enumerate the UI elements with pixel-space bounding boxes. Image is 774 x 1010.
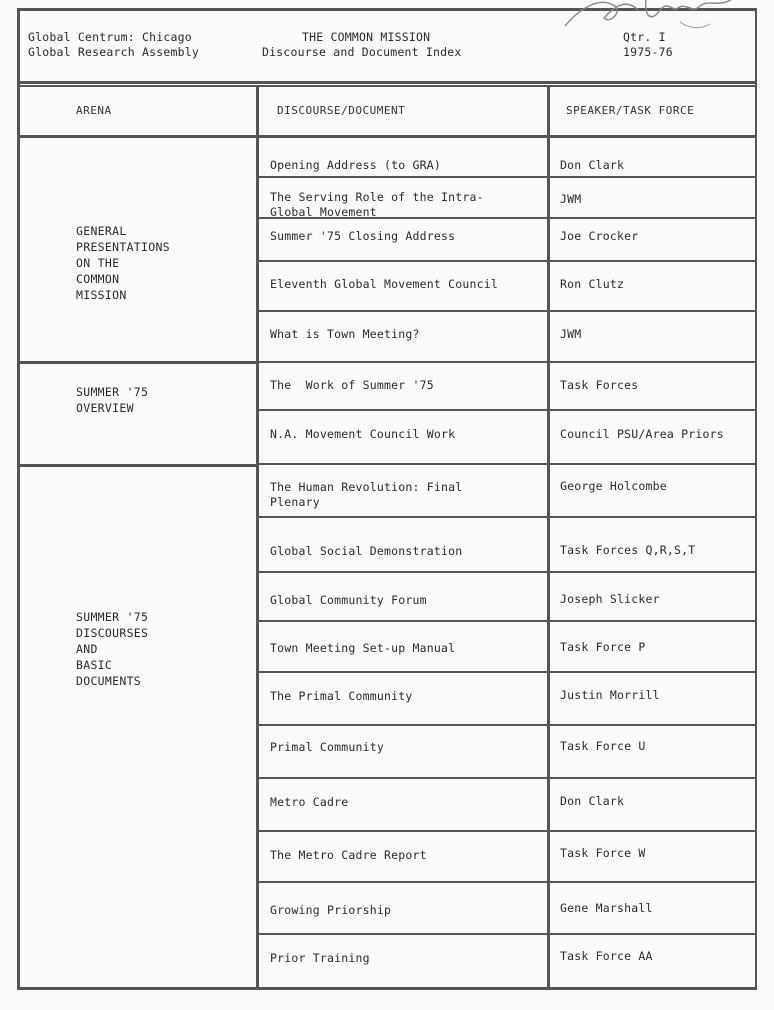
speaker-cell: Task Forces Q,R,S,T [560,543,696,557]
row-divider [256,933,757,935]
document-cell: The Work of Summer '75 [270,378,434,392]
column-header-arena: ARENA [76,104,112,117]
document-cell: Global Social Demonstration [270,544,463,558]
column-header-speaker: SPEAKER/TASK FORCE [566,104,695,117]
arena-summer-overview: SUMMER '75 OVERVIEW [76,385,149,415]
speaker-cell: George Holcombe [560,479,667,493]
row-divider [256,881,757,883]
arena-divider-2 [17,464,259,467]
speaker-cell: Task Force P [560,640,646,654]
speaker-cell: Task Force AA [560,949,653,963]
speaker-cell: JWM [560,327,582,341]
row-divider [256,620,757,622]
column-header-document: DISCOURSE/DOCUMENT [277,104,406,117]
document-cell: Opening Address (to GRA) [270,158,441,172]
document-cell: The Serving Role of the Intra- Global Movement [270,190,484,219]
document-subtitle: Discourse and Document Index [262,45,462,59]
document-cell: Primal Community [270,740,384,754]
year-label: 1975-76 [623,45,673,59]
speaker-cell: Don Clark [560,794,625,808]
document-cell: What is Town Meeting? [270,327,420,341]
document-cell: Prior Training [270,951,370,965]
document-cell: The Human Revolution: Final Plenary [270,480,463,509]
arena-general-presentations: GENERAL PRESENTATIONS ON THE COMMON MISSION [76,224,170,302]
document-cell: Town Meeting Set-up Manual [270,641,456,655]
row-divider [256,830,757,832]
row-divider [256,310,757,312]
speaker-cell: Joseph Slicker [560,592,660,606]
document-cell: The Metro Cadre Report [270,848,427,862]
column-divider-2 [547,85,550,988]
document-title: THE COMMON MISSION [302,30,431,44]
column-divider-1 [256,85,259,988]
arena-divider-1 [17,361,259,364]
row-divider [256,777,757,779]
row-divider [256,671,757,673]
document-cell: Global Community Forum [270,593,427,607]
row-divider [256,724,757,726]
row-divider [256,463,757,465]
speaker-cell: Task Force U [560,739,646,753]
speaker-cell: Task Force W [560,846,646,860]
arena-summer-discourses: SUMMER '75 DISCOURSES AND BASIC DOCUMENTS [76,610,149,688]
speaker-cell: Justin Morrill [560,688,660,702]
speaker-cell: Gene Marshall [560,901,653,915]
document-cell: Growing Priorship [270,903,392,917]
speaker-cell: Joe Crocker [560,229,639,243]
document-cell: Metro Cadre [270,795,349,809]
speaker-cell: Council PSU/Area Priors [560,427,724,441]
row-divider [256,361,757,363]
speaker-cell: Ron Clutz [560,277,625,291]
document-cell: Summer '75 Closing Address [270,229,456,243]
row-divider [256,260,757,262]
speaker-cell: Task Forces [560,378,639,392]
row-divider [256,409,757,411]
document-cell: Eleventh Global Movement Council [270,277,498,291]
speaker-cell: Don Clark [560,158,625,172]
speaker-cell: JWM [560,192,582,206]
row-divider [256,176,757,178]
row-divider [256,571,757,573]
document-cell: N.A. Movement Council Work [270,427,456,441]
row-divider [256,516,757,518]
quarter-label: Qtr. I [623,30,666,44]
org-subname: Global Research Assembly [28,45,199,59]
document-cell: The Primal Community [270,689,413,703]
org-name: Global Centrum: Chicago [28,30,192,44]
